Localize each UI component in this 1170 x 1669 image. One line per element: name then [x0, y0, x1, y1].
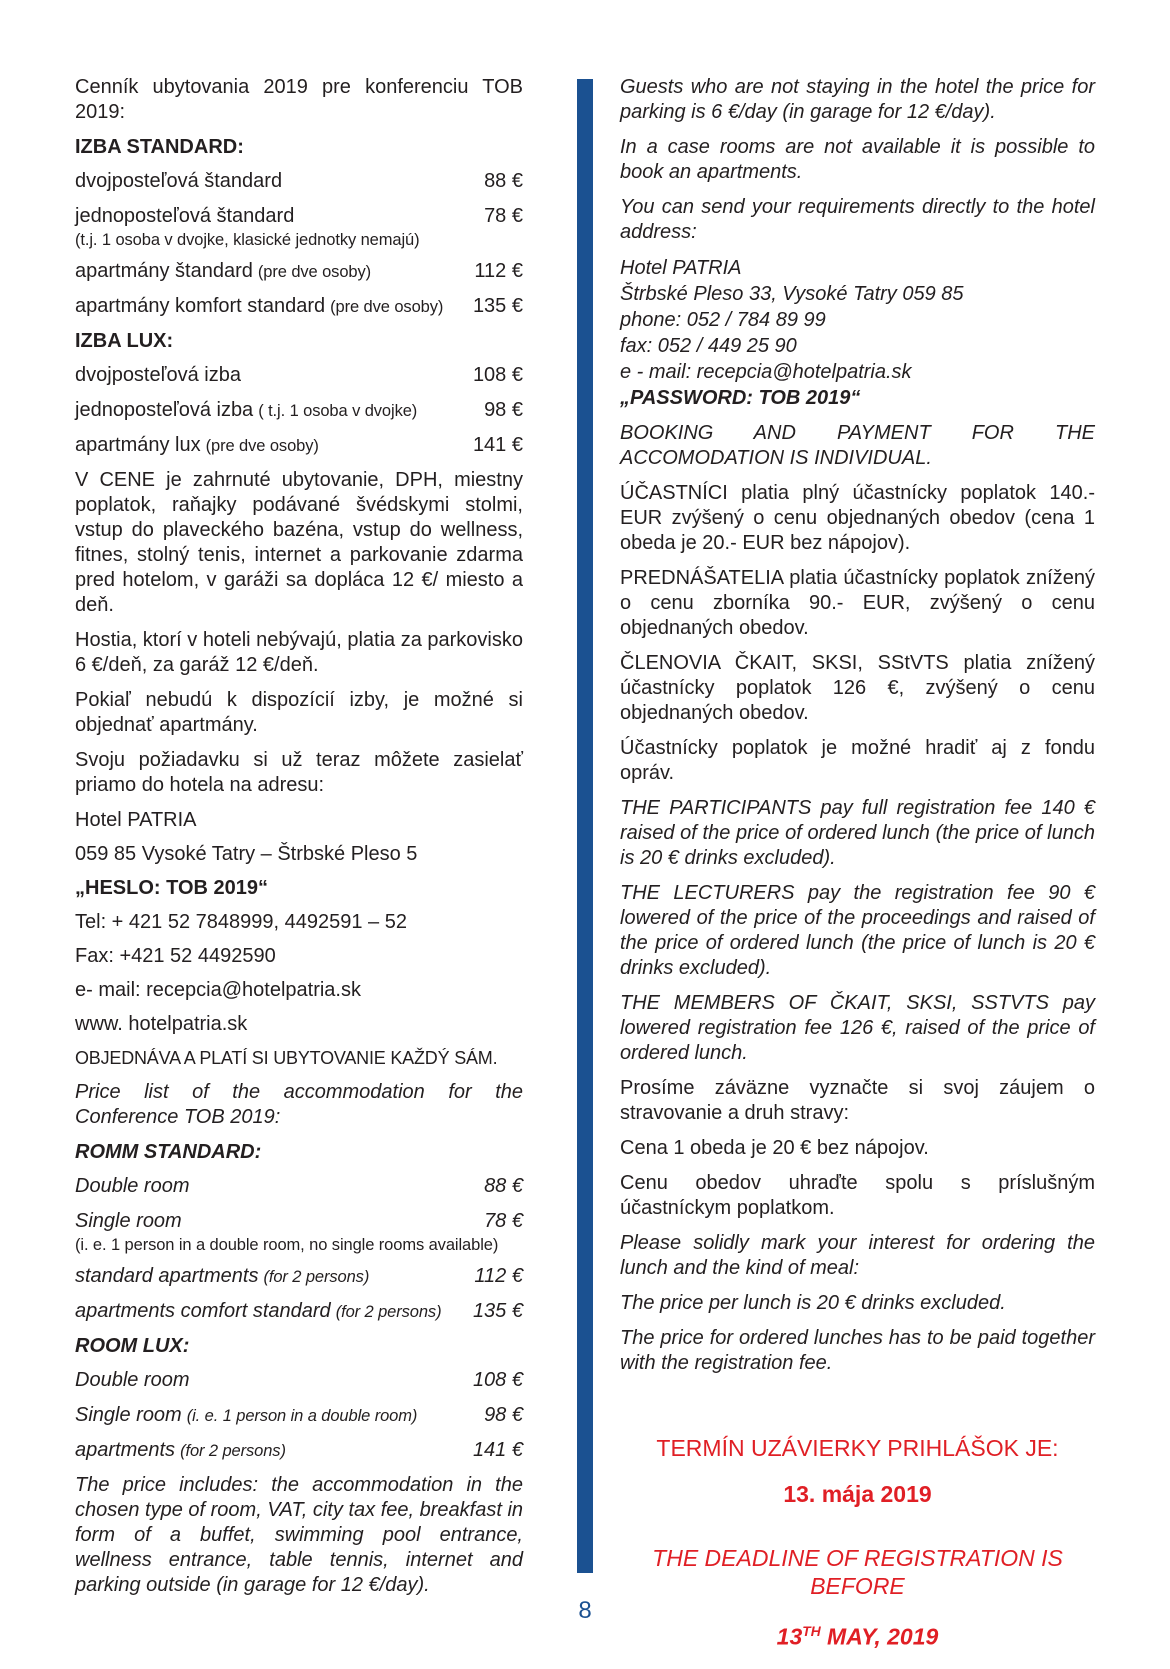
price-row: [75, 1299, 523, 1324]
room-price: 88 €: [484, 170, 523, 192]
para-lunch-price-sk: Cena 1 obeda je 20 € bez nápojov.: [620, 1137, 929, 1159]
right-column: [620, 75, 1095, 1669]
password-sk: „HESLO: TOB 2019“: [75, 877, 269, 899]
room-note: (i. e. 1 person in a double room): [186, 1407, 418, 1425]
para-price-includes-en: The price includes: the accommodation in the chosen type of room, VAT, city tax fee, breakfast in form of a buffet, swimming pool entrance, wellness entrance, table tennis, internet and parking outside (in garage for 12 €/day).: [75, 1474, 524, 1596]
price-row: [75, 363, 523, 388]
price-row: [75, 259, 523, 284]
hotel-address: 059 85 Vysoké Tatry – Štrbské Pleso 5: [75, 843, 418, 865]
room-price: 135 €: [472, 295, 523, 317]
heading-izba-lux: IZBA LUX:: [75, 330, 174, 352]
room-note: (pre dve osoby): [205, 437, 319, 455]
para-price-includes-sk: V CENE je zahrnuté ubytovanie, DPH, miestny poplatok, raňajky podávané švédskymi stolmi, vstup do plaveckého bazéna, vstup do wellness, fitnes, stolný tenis, internet a parkovanie zdarma pred hotelom, v garáži sa dopláca 12 €/ miesto a deň.: [75, 469, 523, 616]
room-note: (pre dve osoby): [257, 263, 372, 281]
room-type: Single room: [75, 1404, 182, 1426]
phone-line: Tel: + 421 52 7848999, 4492591 – 52: [75, 911, 407, 933]
room-type: dvojposteľová štandard: [75, 170, 283, 192]
room-note: (for 2 persons): [263, 1268, 370, 1286]
room-price: 141 €: [472, 1439, 523, 1461]
para-members-en: THE MEMBERS OF ČKAIT, SKSI, SSTVTS pay lowered registration fee 126 €, raised of the price of ordered lunch.: [620, 992, 1095, 1064]
price-row: [75, 1209, 523, 1234]
room-type: Double room: [75, 1175, 190, 1197]
room-price: 78 €: [484, 205, 523, 227]
para-rooms-unavailable-en: In a case rooms are not available it is possible to book an apartments.: [620, 136, 1095, 183]
para-meal-interest-en: Please solidly mark your interest for ordering the lunch and the kind of meal:: [620, 1232, 1095, 1279]
left-column: [75, 75, 523, 1608]
price-row: [75, 1174, 523, 1199]
price-row: [75, 1368, 523, 1393]
hotel-name: Hotel PATRIA: [75, 809, 197, 831]
room-type: jednoposteľová štandard: [75, 205, 295, 227]
deadline-date-en: 13TH MAY, 2019: [776, 1623, 939, 1650]
para-members-sk: ČLENOVIA ČKAIT, SKSI, SStVTS platia znížený účastnícky poplatok 126 €, zvýšený o cenu objednaných obedov.: [620, 652, 1095, 724]
ordinal-suffix: TH: [802, 1624, 821, 1639]
para-parking-sk: Hostia, ktorí v hoteli nebývajú, platia za parkovisko 6 €/deň, za garáž 12 €/deň.: [75, 629, 523, 676]
room-price: 88 €: [484, 1175, 523, 1197]
room-type: apartmány lux: [75, 434, 201, 456]
price-row: [75, 294, 523, 319]
room-note: (for 2 persons): [335, 1303, 442, 1321]
para-apartments-sk: Pokiaľ nebudú k dispozícií izby, je možné si objednať apartmány.: [75, 689, 523, 736]
fax-line: fax: 052 / 449 25 90: [620, 335, 797, 357]
room-price: 135 €: [472, 1300, 523, 1322]
para-send-requirements-en: You can send your requirements directly to the hotel address:: [620, 196, 1095, 243]
room-price: 141 €: [472, 434, 523, 456]
para-send-request-sk: Svoju požiadavku si už teraz môžete zasielať priamo do hotela na adresu:: [75, 749, 523, 796]
para-participants-sk: ÚČASTNÍCI platia plný účastnícky poplatok 140.- EUR zvýšený o cenu objednaných obedov (cena 1 obeda je 20.- EUR bez nápojov).: [620, 482, 1095, 554]
room-price: 78 €: [484, 1210, 523, 1232]
price-list-intro-en: Price list of the accommodation for the Conference TOB 2019:: [75, 1081, 523, 1128]
para-lecturers-en: THE LECTURERS pay the registration fee 90 € lowered of the price of the proceedings and raised of the price of ordered lunch (the price of lunch is 20 € drinks excluded).: [620, 882, 1095, 979]
price-row: [75, 1438, 523, 1463]
hotel-address: Štrbské Pleso 33, Vysoké Tatry 059 85: [620, 283, 964, 305]
room-subnote: (t.j. 1 osoba v dvojke, klasické jednotky nemajú): [75, 231, 420, 249]
room-type: apartments comfort standard: [75, 1300, 331, 1322]
price-row: [75, 204, 523, 229]
room-type: Double room: [75, 1369, 190, 1391]
booking-note-en: BOOKING AND PAYMENT FOR THE ACCOMODATION IS INDIVIDUAL.: [620, 422, 1095, 469]
para-lunch-payment-en: The price for ordered lunches has to be paid together with the registration fee.: [620, 1327, 1095, 1374]
para-guests-parking-en: Guests who are not staying in the hotel the price for parking is 6 €/day (in garage for 12 €/day).: [620, 76, 1095, 123]
heading-room-standard: ROMM STANDARD:: [75, 1141, 262, 1163]
room-price: 98 €: [484, 1404, 523, 1426]
room-type: jednoposteľová izba: [75, 399, 254, 421]
price-row: [75, 1403, 523, 1428]
room-type: apartmány komfort standard: [75, 295, 326, 317]
room-note: (pre dve osoby): [330, 298, 444, 316]
para-lecturers-sk: PREDNÁŠATELIA platia účastnícky poplatok znížený o cenu zborníka 90.- EUR, zvýšený o cenu objednaných obedov.: [620, 567, 1095, 639]
para-lunch-price-en: The price per lunch is 20 € drinks excluded.: [620, 1292, 1006, 1314]
room-type: Single room: [75, 1210, 182, 1232]
room-type: dvojposteľová izba: [75, 364, 241, 386]
room-subnote: (i. e. 1 person in a double room, no single rooms available): [75, 1236, 499, 1254]
email-line: e- mail: recepcia@hotelpatria.sk: [75, 979, 361, 1001]
para-fund-sk: Účastnícky poplatok je možné hradiť aj z fondu opráv.: [620, 737, 1095, 784]
deadline-date-sk: 13. mája 2019: [783, 1481, 932, 1507]
deadline-label-en: THE DEADLINE OF REGISTRATION IS BEFORE: [652, 1545, 1063, 1599]
email-line: e - mail: recepcia@hotelpatria.sk: [620, 361, 912, 383]
room-price: 98 €: [484, 399, 523, 421]
hotel-contact-block: [620, 255, 1095, 411]
heading-room-lux: ROOM LUX:: [75, 1335, 190, 1357]
room-type: standard apartments: [75, 1265, 259, 1287]
room-type: apartmány štandard: [75, 260, 253, 282]
price-row: [75, 1264, 523, 1289]
price-row: [75, 433, 523, 458]
room-note: (for 2 persons): [180, 1442, 286, 1460]
fax-line: Fax: +421 52 4492590: [75, 945, 276, 967]
price-row: [75, 398, 523, 423]
room-price: 108 €: [472, 364, 523, 386]
booking-note-sk: OBJEDNÁVA A PLATÍ SI UBYTOVANIE KAŽDÝ SÁM.: [75, 1048, 498, 1068]
phone-line: phone: 052 / 784 89 99: [620, 309, 826, 331]
room-price: 112 €: [474, 260, 523, 282]
para-participants-en: THE PARTICIPANTS pay full registration fee 140 € raised of the price of ordered lunch (the price of lunch is 20 € drinks excluded).: [620, 797, 1095, 869]
price-row: [75, 169, 523, 194]
room-note: ( t.j. 1 osoba v dvojke): [258, 402, 418, 420]
website-line: www. hotelpatria.sk: [75, 1013, 248, 1035]
deadline-label-sk: TERMÍN UZÁVIERKY PRIHLÁŠOK JE:: [656, 1435, 1059, 1461]
para-meal-interest-sk: Prosíme záväzne vyznačte si svoj záujem o stravovanie a druh stravy:: [620, 1077, 1095, 1124]
para-lunch-payment-sk: Cenu obedov uhraďte spolu s príslušným účastníckym poplatkom.: [620, 1172, 1095, 1219]
room-price: 112 €: [474, 1265, 523, 1287]
page-number: 8: [578, 1597, 592, 1624]
password-en: „PASSWORD: TOB 2019“: [620, 387, 861, 409]
intro-paragraph: Cenník ubytovania 2019 pre konferenciu TOB 2019:: [75, 76, 523, 123]
vertical-divider-bar: [577, 79, 593, 1573]
room-type: apartments: [75, 1439, 176, 1461]
heading-izba-standard: IZBA STANDARD:: [75, 136, 244, 158]
hotel-name: Hotel PATRIA: [620, 257, 742, 279]
room-price: 108 €: [472, 1369, 523, 1391]
